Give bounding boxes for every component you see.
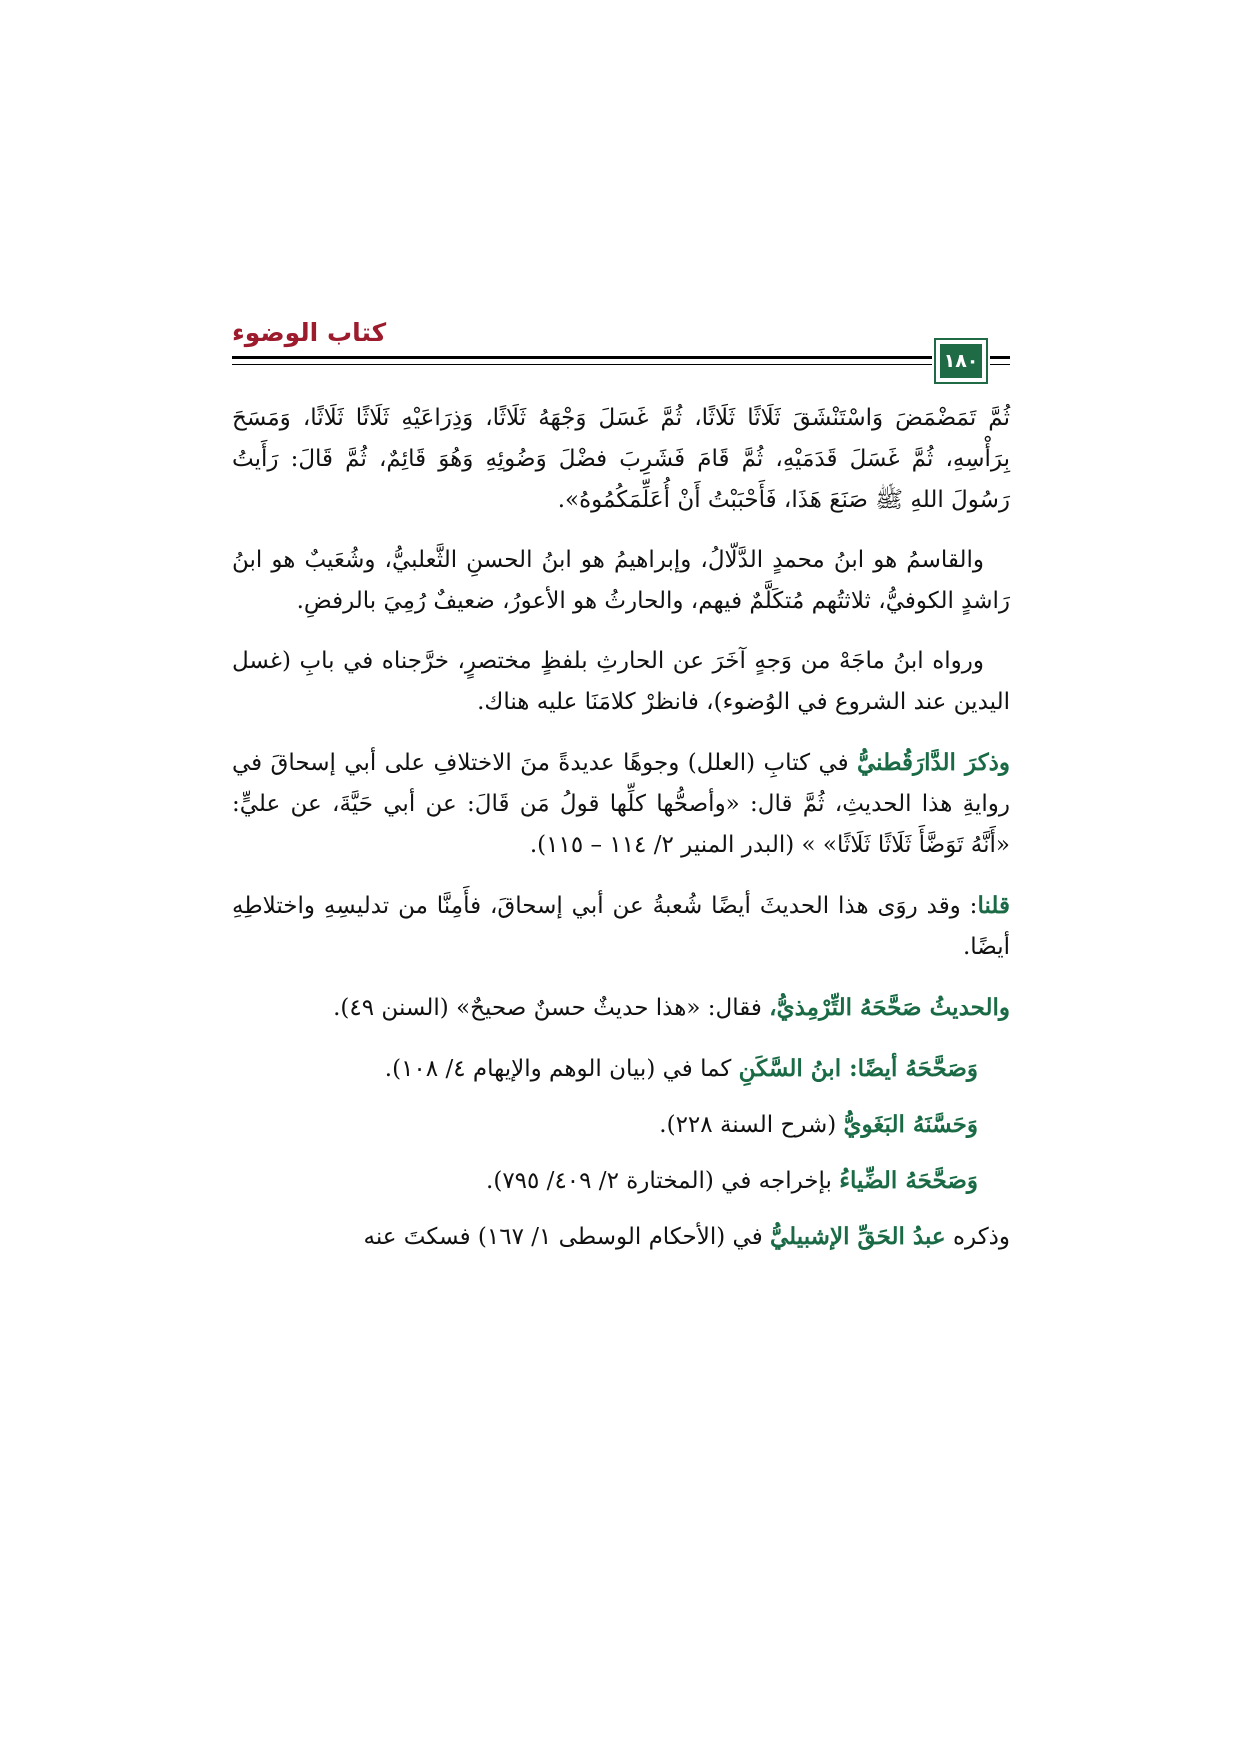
scholar-name: والحديثُ صَحَّحَهُ التِّرْمِذيُّ، — [769, 994, 1010, 1021]
qulna-label: قلنا — [977, 892, 1010, 919]
paragraph-text: ثُمَّ تَمَضْمَضَ وَاسْتَنْشَقَ ثَلَاثًا ثَلَاثًا، ثُمَّ غَسَلَ وَجْهَهُ ثَلَاثًا، وَذِرَاعَيْهِ ثَلَاثًا ثَلَاثًا، وَمَسَحَ بِرَأْسِهِ، ثُمَّ غَسَلَ قَدَمَيْهِ، ثُمَّ قَامَ فَشَرِبَ فضْلَ وَضُوئِهِ وَهُوَ قَائِمٌ، ثُمَّ قَالَ: رَأَيتُ رَسُولَ اللهِ ﷺ صَنَعَ هَذَا، فَأَحْبَبْتُ أَنْ أُعَلِّمَكُمُوهُ». — [232, 405, 1010, 513]
ishbili-paragraph — [232, 1216, 1010, 1258]
paragraph-text: في (الأحكام الوسطى ١/ ١٦٧) فسكتَ عنه — [363, 1224, 771, 1250]
paragraph-text: والقاسمُ هو ابنُ محمدٍ الدَّلّالُ، وإبراهيمُ هو ابنُ الحسنِ الثَّعلبيُّ، وشُعَيبٌ هو ابنُ رَاشدٍ الكوفيُّ، ثلاثتُهم مُتكَلَّمٌ فيهم، والحارثُ هو الأعورُ، ضعيفٌ رُمِيَ بالرفضِ. — [232, 547, 1010, 614]
running-title: كتاب الوضوء — [232, 318, 387, 347]
paragraph-text: : وقد روَى هذا الحديثَ أيضًا شُعبةُ عن أبي إسحاقَ، فأَمِنَّا من تدليسِهِ واختلاطِهِ أيضًا. — [232, 893, 1010, 960]
page-header — [232, 318, 1010, 390]
page-body — [232, 398, 1010, 1277]
daraqutni-paragraph — [232, 742, 1010, 866]
scholar-name: وَحَسَّنَهُ البَغَويُّ — [843, 1111, 978, 1138]
header-rule-thin — [232, 364, 932, 365]
hadith-paragraph — [232, 398, 1010, 521]
paragraph-text: كما في (بيان الوهم والإيهام ٤/ ١٠٨). — [384, 1056, 739, 1082]
scholar-name: عبدُ الحَقِّ الإشبيليُّ — [770, 1223, 946, 1250]
header-rule-thick — [232, 356, 932, 359]
paragraph-text: في كتابِ (العلل) وجوهًا عديدةً منَ الاختلافِ على أبي إسحاقَ في روايةِ هذا الحديثِ، ثُمَّ قال: «وأصحُّها كلِّها قولُ مَن قَالَ: عن أبي حَيَّةَ، عن عليٍّ: «أَنَّهُ تَوَضَّأَ ثَلَاثًا ثَلَاثًا» » (البدر المنير ٢/ ١١٤ – ١١٥). — [232, 750, 1010, 858]
qulna-paragraph — [232, 885, 1010, 968]
page-number: ١٨٠ — [943, 350, 979, 372]
scholar-name: وَصَحَّحَهُ أيضًا: ابنُ السَّكَنِ — [738, 1055, 978, 1082]
tirmidhi-paragraph — [232, 987, 1010, 1029]
header-rule-thick-right — [990, 356, 1010, 359]
paragraph-text: (شرح السنة ٢٢٨). — [659, 1112, 844, 1138]
paragraph-text: بإخراجه في (المختارة ٢/ ٤٠٩/ ٧٩٥). — [486, 1168, 840, 1194]
page-number-ornament — [940, 344, 982, 378]
paragraph-prefix: وذكره — [945, 1224, 1010, 1250]
page-number-frame — [934, 338, 988, 384]
header-rule-thin-right — [990, 364, 1010, 365]
ibn-sakan-paragraph — [232, 1048, 978, 1090]
narrators-paragraph — [232, 540, 1010, 622]
paragraph-text: ورواه ابنُ ماجَهْ من وَجهٍ آخَرَ عن الحارثِ بلفظٍ مختصرٍ، خرَّجناه في بابِ (غسل اليدين عند الشروع في الوُضوء)، فانظرْ كلامَنَا عليه هناك. — [232, 648, 1010, 715]
ibn-majah-paragraph — [232, 641, 1010, 723]
paragraph-text: فقال: «هذا حديثٌ حسنٌ صحيحٌ» (السنن ٤٩). — [333, 995, 770, 1021]
baghawi-paragraph — [232, 1104, 978, 1146]
diya-paragraph — [232, 1160, 978, 1202]
scholar-name: وَصَحَّحَهُ الضِّياءُ — [839, 1167, 978, 1194]
scholar-name: وذكرَ الدَّارَقُطنيُّ — [857, 749, 1010, 776]
